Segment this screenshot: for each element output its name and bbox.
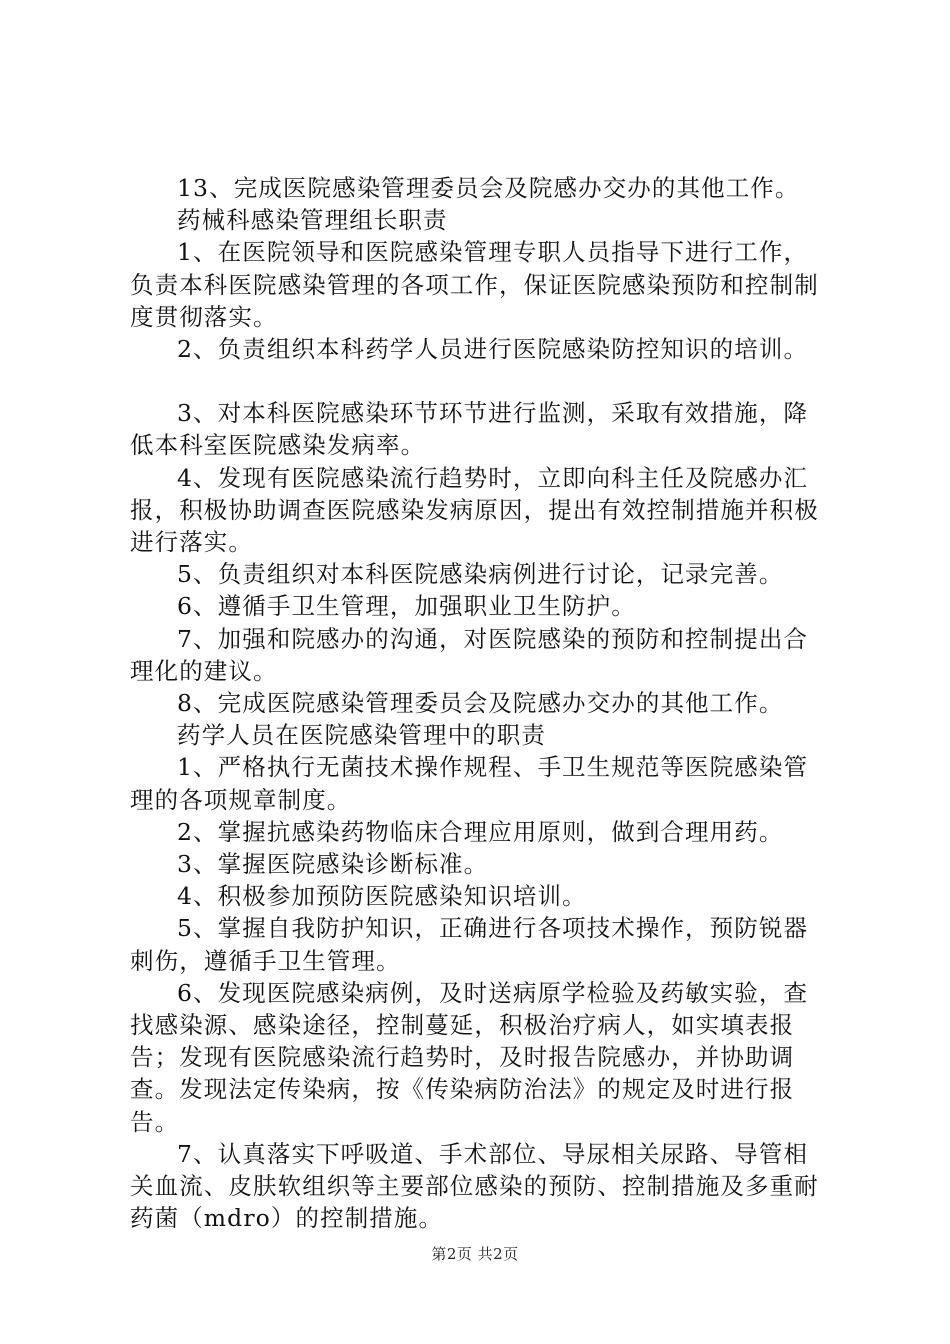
paragraph: 8、完成医院感染管理委员会及院感办交办的其他工作。 xyxy=(177,689,784,718)
paragraph: 3、掌握医院感染诊断标准。 xyxy=(177,850,489,879)
paragraph: 1、在医院领导和医院感染管理专职人员指导下进行工作，负责本科医院感染管理的各项工作，保证医院感染预防和控制制度贯彻落实。 xyxy=(130,238,819,331)
paragraph: 1、严格执行无菌技术操作规程、手卫生规范等医院感染管理的各项规章制度。 xyxy=(130,753,809,814)
paragraph: 3、对本科医院感染环节环节进行监测，采取有效措施，降低本科室医院感染发病率。 xyxy=(130,399,809,460)
paragraph: 2、掌握抗感染药物临床合理应用原则，做到合理用药。 xyxy=(177,817,784,846)
paragraph: 7、认真落实下呼吸道、手术部位、导尿相关尿路、导管相关血流、皮肤软组织等主要部位感染的预防、控制措施及多重耐药菌（mdro）的控制措施。 xyxy=(130,1139,819,1233)
paragraph: 4、发现有医院感染流行趋势时，立即向科主任及院感办汇报，积极协助调查医院感染发病原因，提出有效控制措施并积极进行落实。 xyxy=(130,463,819,557)
document-body xyxy=(130,172,830,1235)
section-heading: 药学人员在医院感染管理中的职责 xyxy=(177,721,546,750)
blank-line xyxy=(130,365,830,397)
paragraph: 2、负责组织本科药学人员进行医院感染防控知识的培训。 xyxy=(177,335,809,364)
page-footer: 第2页 共2页 xyxy=(431,1245,519,1263)
paragraph: 7、加强和院感办的沟通，对医院感染的预防和控制提出合理化的建议。 xyxy=(130,624,809,685)
paragraph: 5、负责组织对本科医院感染病例进行讨论，记录完善。 xyxy=(177,560,784,589)
paragraph: 5、掌握自我防护知识，正确进行各项技术操作，预防锐器刺伤，遵循手卫生管理。 xyxy=(130,914,809,975)
paragraph: 4、积极参加预防医院感染知识培训。 xyxy=(177,882,587,911)
paragraph: 13、完成医院感染管理委员会及院感办交办的其他工作。 xyxy=(177,174,800,202)
paragraph: 6、遵循手卫生管理，加强职业卫生防护。 xyxy=(177,592,636,621)
section-heading: 药械科感染管理组长职责 xyxy=(177,206,448,235)
paragraph: 6、发现医院感染病例，及时送病原学检验及药敏实验，查找感染源、感染途径，控制蔓延，积极治疗病人，如实填表报告；发现有医院感染流行趋势时，及时报告院感办，并协助调查。发现法定传染病，按《传染病防治法》的规定及时进行报告。 xyxy=(130,978,809,1136)
